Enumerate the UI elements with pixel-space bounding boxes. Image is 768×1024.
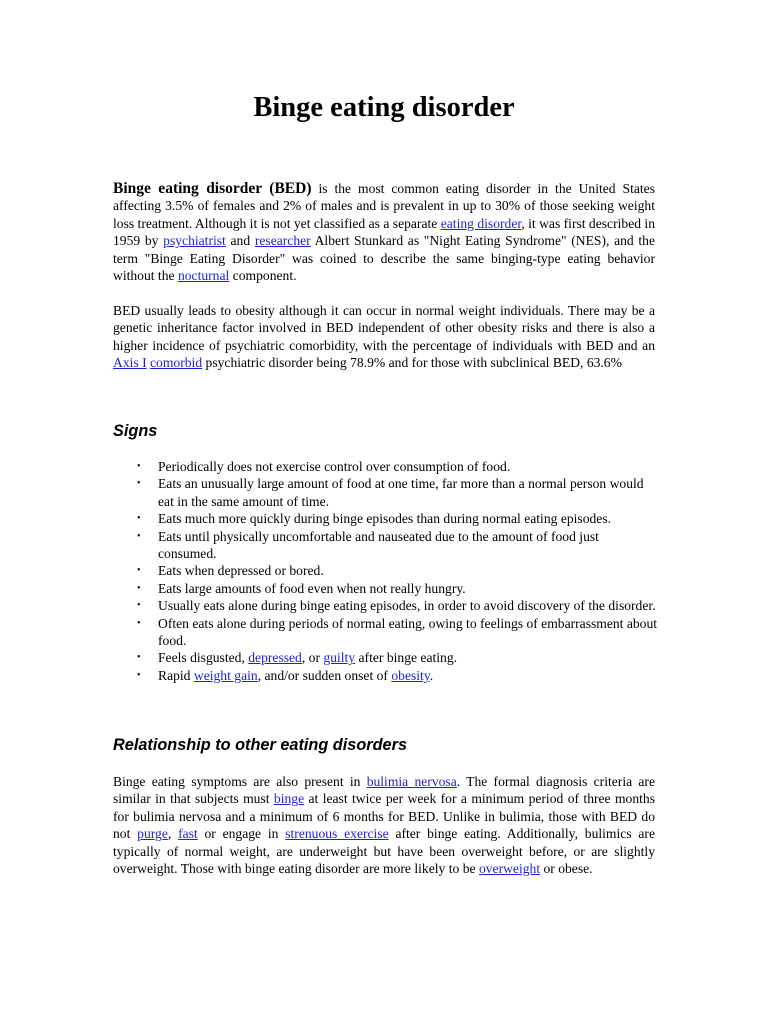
- link-comorbid[interactable]: comorbid: [150, 355, 203, 371]
- link-fast[interactable]: fast: [178, 826, 198, 842]
- bullet-icon: •: [137, 530, 141, 542]
- link-obesity[interactable]: obesity: [391, 667, 430, 683]
- link-guilty[interactable]: guilty: [323, 650, 356, 666]
- list-item: • Eats until physically uncomfortable and nauseated due to the amount of food just consumed.: [137, 528, 599, 562]
- signs-list: [113, 458, 658, 684]
- link-bulimia-nervosa[interactable]: bulimia nervosa: [366, 774, 457, 789]
- relationship-paragraph: Binge eating symptoms are also present in bulimia nervosa. The formal diagnosis criteria are similar in that subjects must binge at least twice per week for a minimum period of three months for bulimia nervosa and a minimum of 6 months for BED. Unlike in bulimia, those with BED do not purge, fast or engage in strenuous exercise after binge eating. Additionally, bulimics are typically of normal weight, are underweight but have been overweight before, or are slightly overweight. Those with binge eating disorder are more likely to be overweight or obese.: [113, 774, 656, 877]
- list-item: • Eats much more quickly during binge episodes than during normal eating episodes.: [137, 511, 612, 527]
- bullet-icon: •: [137, 582, 141, 594]
- link-axis-i[interactable]: Axis I: [113, 355, 147, 371]
- list-item: • Rapid weight gain, and/or sudden onset of obesity.: [137, 667, 434, 683]
- bullet-icon: •: [137, 513, 141, 525]
- intro-paragraph: Binge eating disorder (BED) is the most common eating disorder in the United States affecting 3.5% of females and 2% of males and is prevalent in up to 30% of those seeking weight loss treatment. Although it is not yet classified as a separate eating disorder, it was first described in 1959 by psychiatrist and researcher Albert Stunkard as "Night Eating Syndrome" (NES), and the term "Binge Eating Disorder" was coined to describe the same binging-type eating behavior without the nocturnal component.: [113, 180, 655, 284]
- bullet-icon: •: [137, 652, 141, 664]
- link-strenuous-exercise[interactable]: strenuous exercise: [285, 826, 389, 842]
- link-researcher[interactable]: researcher: [254, 233, 311, 249]
- list-item: • Periodically does not exercise control over consumption of food.: [137, 459, 511, 474]
- bullet-icon: •: [137, 478, 141, 490]
- list-item: • Usually eats alone during binge eating episodes, in order to avoid discovery of the disorder.: [137, 598, 656, 614]
- bullet-icon: •: [137, 617, 141, 629]
- list-item: • Eats an unusually large amount of food at one time, far more than a normal person would eat in the same amount of time.: [137, 476, 644, 509]
- lead-term: Binge eating disorder: [113, 180, 262, 197]
- link-purge[interactable]: purge: [137, 826, 168, 842]
- link-weight-gain[interactable]: weight gain: [193, 667, 258, 683]
- link-binge[interactable]: binge: [273, 791, 305, 807]
- bullet-icon: •: [137, 461, 141, 472]
- page-title: Binge eating disorder: [253, 92, 515, 123]
- list-item: • Eats large amounts of food even when not really hungry.: [137, 580, 466, 596]
- list-item: • Feels disgusted, depressed, or guilty after binge eating.: [137, 650, 458, 666]
- lead-abbreviation: BED: [274, 180, 307, 197]
- list-item: • Eats when depressed or bored.: [137, 563, 324, 579]
- list-item: • Often eats alone during periods of normal eating, owing to feelings of embarrassment about food.: [137, 615, 658, 649]
- link-depressed[interactable]: depressed: [248, 650, 302, 666]
- link-nocturnal[interactable]: nocturnal: [177, 268, 230, 284]
- link-overweight[interactable]: overweight: [478, 861, 541, 877]
- bullet-icon: •: [137, 669, 141, 681]
- link-eating-disorder[interactable]: eating disorder: [440, 215, 522, 231]
- link-psychiatrist[interactable]: psychiatrist: [163, 233, 226, 249]
- bullet-icon: •: [137, 600, 141, 612]
- bullet-icon: •: [137, 565, 141, 577]
- signs-heading: Signs: [113, 422, 158, 440]
- obesity-paragraph: BED usually leads to obesity although it can occur in normal weight individuals. There may be a genetic inheritance factor involved in BED independent of other obesity risks and there is also a higher incidence of psychiatric comorbidity, with the percentage of individuals with BED and an Axis I comorbid psychiatric disorder being 78.9% and for those with subclinical BED, 63.6%: [113, 303, 655, 371]
- relationship-heading: Relationship to other eating disorders: [113, 736, 408, 754]
